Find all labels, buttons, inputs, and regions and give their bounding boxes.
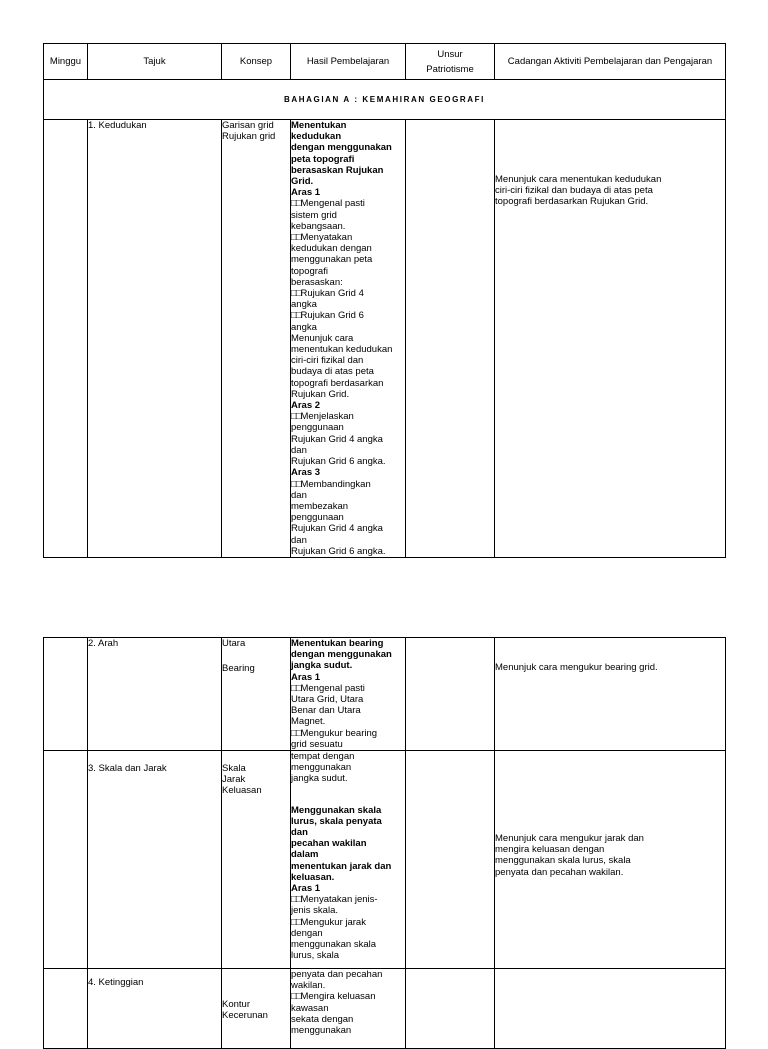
hasil-line: angka	[291, 299, 317, 311]
minggu-cell	[44, 120, 88, 558]
hasil-line: topografi	[291, 265, 328, 277]
header-unsur-line-2: Patriotisme	[426, 63, 474, 75]
hasil-cell	[291, 969, 406, 1049]
hasil-line: topografi berdasarkan	[291, 377, 384, 389]
hasil-line: Aras 1	[291, 883, 321, 895]
minggu-cell	[44, 638, 88, 751]
hasil-line: berasaskan:	[291, 276, 343, 288]
cadangan-cell	[495, 638, 726, 751]
cadangan-line: Menunjuk cara mengukur bearing grid.	[495, 662, 658, 673]
hasil-line: menggunakan peta	[291, 254, 373, 266]
cadangan-line: Menunjuk cara menentukan kedudukan	[495, 174, 662, 185]
hasil-line: dengan menggunakan	[291, 649, 392, 661]
scheme-table-1	[43, 43, 726, 558]
konsep-cell	[222, 638, 291, 751]
hasil-line: Aras 3	[291, 467, 321, 479]
header-unsur-patriotisme	[406, 44, 495, 80]
checkbox-list-item: □□ Menyatakan	[291, 232, 405, 243]
hasil-line: jenis skala.	[291, 905, 338, 917]
hasil-cell	[291, 751, 406, 969]
tajuk-cell: 1. Kedudukan	[88, 120, 222, 558]
konsep-item: Garisan grid	[222, 120, 274, 131]
konsep-cell	[222, 751, 291, 969]
hasil-line: kawasan	[291, 1002, 329, 1014]
hasil-line: Aras 1	[291, 671, 321, 683]
cadangan-line: menggunakan skala lurus, skala	[495, 855, 631, 867]
unsur-cell	[406, 120, 495, 558]
konsep-cell	[222, 120, 291, 558]
hasil-line: membezakan	[291, 500, 349, 512]
hasil-line: menentukan kedudukan	[291, 344, 393, 356]
checkbox-list-item: □□ Membandingkan	[291, 479, 405, 490]
hasil-line: Menggunakan skala	[291, 804, 382, 816]
hasil-line: menentukan jarak dan	[291, 860, 392, 872]
hasil-line: budaya di atas peta	[291, 366, 374, 378]
hasil-line: Aras 2	[291, 400, 321, 412]
hasil-line: menggunakan skala	[291, 939, 377, 951]
hasil-line: Benar dan Utara	[291, 705, 361, 717]
konsep-item: Jarak	[222, 774, 246, 786]
hasil-line: dan	[291, 444, 307, 456]
hasil-cell	[291, 638, 406, 751]
hasil-line: lurus, skala	[291, 950, 340, 962]
checkbox-list-item: □□ Mengukur bearing	[291, 728, 405, 739]
table-row	[44, 969, 726, 1049]
hasil-line: Utara Grid, Utara	[291, 694, 364, 706]
konsep-item: Kontur	[222, 999, 250, 1011]
hasil-line: dalam	[291, 849, 319, 861]
section-row	[44, 80, 726, 120]
cadangan-line: Menunjuk cara mengukur jarak dan	[495, 833, 644, 845]
hasil-line: Rujukan Grid 6 angka.	[291, 545, 386, 557]
hasil-block-b	[291, 805, 405, 962]
hasil-line: berasaskan Rujukan	[291, 164, 384, 176]
hasil-line: jangka sudut.	[291, 773, 348, 785]
hasil-line: dengan	[291, 927, 323, 939]
hasil-line: ciri-ciri fizikal dan	[291, 355, 364, 367]
hasil-line: penyata dan pecahan	[291, 969, 383, 981]
checkbox-list-item: □□ Mengukur jarak	[291, 917, 405, 928]
unsur-cell	[406, 751, 495, 969]
hasil-line: dan	[291, 489, 307, 501]
cadangan-line: topografi berdasarkan Rujukan Grid.	[495, 196, 649, 208]
hasil-line: Magnet.	[291, 716, 326, 728]
header-konsep: Konsep	[222, 44, 291, 80]
hasil-line: keluasan.	[291, 871, 335, 883]
header-tajuk: Tajuk	[88, 44, 222, 80]
hasil-line: Grid.	[291, 176, 314, 188]
header-hasil-pembelajaran: Hasil Pembelajaran	[291, 44, 406, 80]
header-row	[44, 44, 726, 80]
header-unsur-line-1: Unsur	[437, 48, 463, 60]
hasil-line: grid sesuatu	[291, 738, 343, 750]
konsep-item: Rujukan grid	[222, 131, 276, 143]
hasil-line: menggunakan	[291, 762, 352, 774]
tajuk-text: 4. Ketinggian	[88, 977, 144, 989]
cadangan-cell	[495, 969, 726, 1049]
table-row	[44, 120, 726, 558]
hasil-cell	[291, 120, 406, 558]
tajuk-cell	[88, 751, 222, 969]
hasil-line: Rujukan Grid 4 angka	[291, 523, 383, 535]
hasil-line: Menunjuk cara	[291, 332, 354, 344]
hasil-line: wakilan.	[291, 980, 326, 992]
hasil-line: Rujukan Grid 6 angka.	[291, 456, 386, 468]
spacer	[291, 785, 405, 805]
unsur-cell	[406, 638, 495, 751]
checkbox-list-item: □□ Menjelaskan	[291, 411, 405, 422]
cadangan-line: mengira keluasan dengan	[495, 844, 605, 856]
konsep-item: Utara	[222, 638, 246, 649]
tajuk-cell: 2. Arah	[88, 638, 222, 751]
minggu-cell	[44, 969, 88, 1049]
cadangan-text	[495, 833, 725, 878]
hasil-line: jangka sudut.	[291, 660, 353, 672]
header-minggu: Minggu	[44, 44, 88, 80]
konsep-cell	[222, 969, 291, 1049]
hasil-block-a	[291, 751, 405, 785]
hasil-line: angka	[291, 321, 317, 333]
hasil-line: sekata dengan	[291, 1013, 354, 1025]
konsep-item: Bearing	[222, 663, 255, 675]
hasil-line: Aras 1	[291, 187, 321, 199]
hasil-line: dengan menggunakan	[291, 142, 392, 154]
hasil-line: Menentukan bearing	[291, 638, 384, 649]
scheme-table-2	[43, 637, 726, 1049]
hasil-line: Rujukan Grid 4 angka	[291, 433, 383, 445]
konsep-item: Skala	[222, 763, 246, 775]
unsur-cell	[406, 969, 495, 1049]
tajuk-text: 3. Skala dan Jarak	[88, 763, 167, 775]
checkbox-list-item: □□ Mengenal pasti	[291, 198, 405, 209]
hasil-line: Rujukan Grid.	[291, 388, 350, 400]
checkbox-list-item: □□ Menyatakan jenis-	[291, 894, 405, 905]
hasil-line: sistem grid	[291, 209, 337, 221]
hasil-line: tempat dengan	[291, 751, 355, 763]
cadangan-line: ciri-ciri fizikal dan budaya di atas peta	[495, 185, 653, 197]
hasil-line: kedudukan dengan	[291, 243, 372, 255]
cadangan-cell	[495, 751, 726, 969]
hasil-line: penggunaan	[291, 512, 344, 524]
cadangan-line: penyata dan pecahan wakilan.	[495, 866, 624, 878]
tajuk-cell	[88, 969, 222, 1049]
checkbox-list-item: □□ Rujukan Grid 6	[291, 310, 405, 321]
checkbox-list-item: □□ Rujukan Grid 4	[291, 288, 405, 299]
konsep-item: Keluasan	[222, 785, 262, 797]
header-cadangan: Cadangan Aktiviti Pembelajaran dan Pengajaran	[495, 44, 726, 80]
checkbox-list-item: □□ Mengenal pasti	[291, 683, 405, 694]
cadangan-text	[495, 174, 725, 208]
table-row	[44, 638, 726, 751]
hasil-line: menggunakan	[291, 1025, 352, 1037]
hasil-line: peta topografi	[291, 153, 355, 165]
hasil-line: kedudukan	[291, 131, 342, 143]
hasil-line: pecahan wakilan	[291, 838, 367, 850]
checkbox-list-item: □□ Mengira keluasan	[291, 991, 405, 1002]
section-title: BAHAGIAN A : KEMAHIRAN GEOGRAFI	[44, 80, 726, 120]
konsep-item: Kecerunan	[222, 1010, 268, 1022]
hasil-line: penggunaan	[291, 422, 344, 434]
minggu-cell	[44, 751, 88, 969]
hasil-line: dan	[291, 827, 308, 839]
hasil-line: Menentukan	[291, 120, 347, 131]
table-row	[44, 751, 726, 969]
cadangan-cell	[495, 120, 726, 558]
hasil-line: lurus, skala penyata	[291, 815, 382, 827]
hasil-line: dan	[291, 534, 307, 546]
hasil-line: kebangsaan.	[291, 220, 346, 232]
